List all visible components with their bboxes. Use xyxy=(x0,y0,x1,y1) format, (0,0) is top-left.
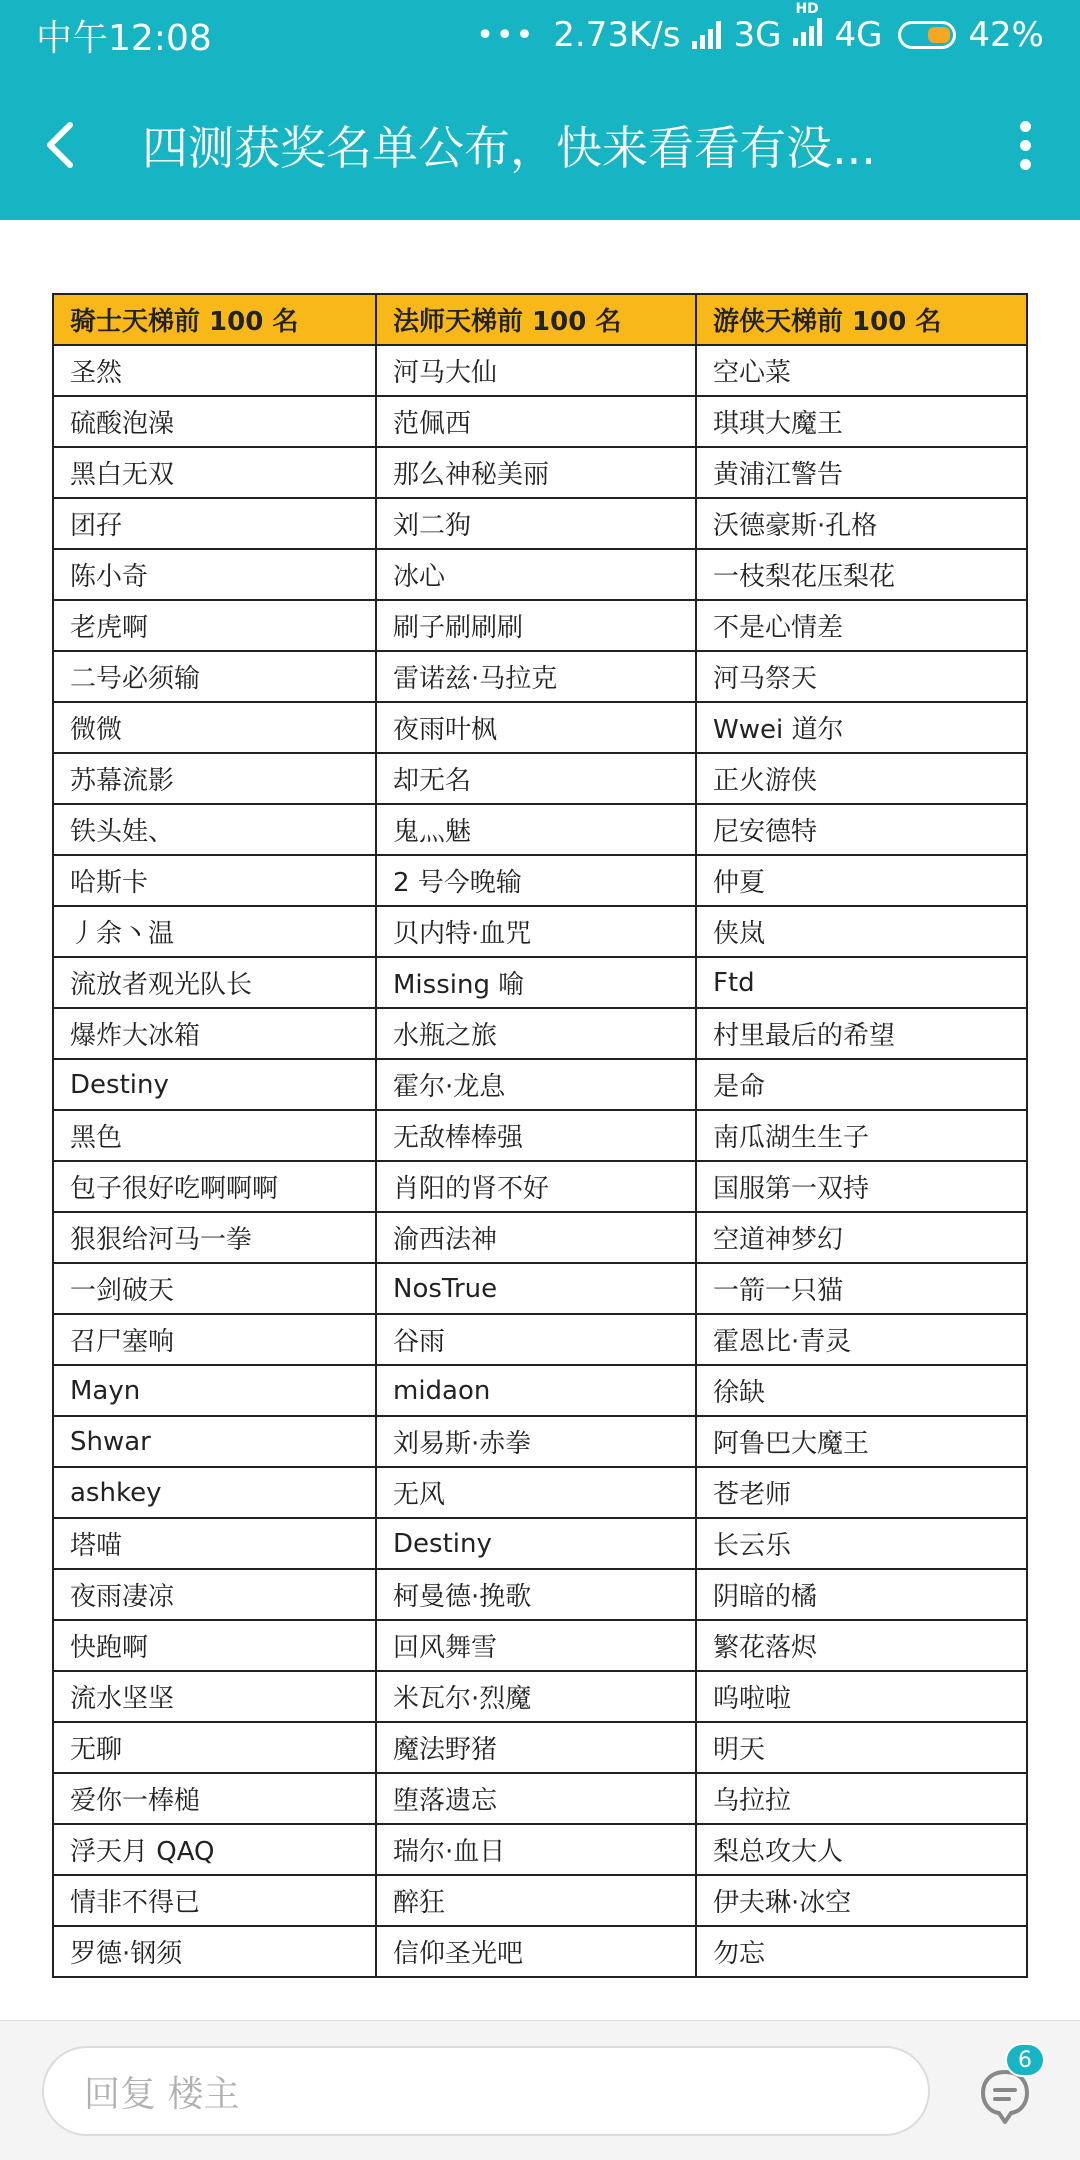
network-type-4g: 4G xyxy=(834,15,883,55)
table-row xyxy=(53,1110,1027,1161)
table-cell: 夜雨叶枫 xyxy=(376,702,696,753)
comment-count-badge: 6 xyxy=(1005,2043,1045,2077)
table-row xyxy=(53,906,1027,957)
table-row xyxy=(53,1773,1027,1824)
table-cell: 陈小奇 xyxy=(53,549,376,600)
table-row xyxy=(53,804,1027,855)
table-cell: 那么神秘美丽 xyxy=(376,447,696,498)
table-row xyxy=(53,498,1027,549)
back-button[interactable] xyxy=(0,70,120,220)
table-row xyxy=(53,1212,1027,1263)
table-cell: 魔法野猪 xyxy=(376,1722,696,1773)
table-cell: 微微 xyxy=(53,702,376,753)
table-cell: 无敌棒棒强 xyxy=(376,1110,696,1161)
table-cell: 2 号今晚输 xyxy=(376,855,696,906)
hd-signal-icon xyxy=(793,1,822,55)
table-row xyxy=(53,753,1027,804)
table-cell: 不是心情差 xyxy=(696,600,1027,651)
more-options-button[interactable] xyxy=(970,70,1080,220)
table-cell: 情非不得已 xyxy=(53,1875,376,1926)
table-row xyxy=(53,1008,1027,1059)
table-row xyxy=(53,855,1027,906)
table-cell: 醉狂 xyxy=(376,1875,696,1926)
reply-bar xyxy=(0,2020,1080,2160)
table-cell: 一剑破天 xyxy=(53,1263,376,1314)
table-cell: 圣然 xyxy=(53,345,376,396)
table-row xyxy=(53,396,1027,447)
table-cell: 一箭一只猫 xyxy=(696,1263,1027,1314)
more-vertical-icon xyxy=(1020,121,1031,132)
table-row xyxy=(53,345,1027,396)
table-row xyxy=(53,1722,1027,1773)
table-cell: 正火游侠 xyxy=(696,753,1027,804)
table-row xyxy=(53,1671,1027,1722)
table-cell: 河马大仙 xyxy=(376,345,696,396)
table-cell: 国服第一双持 xyxy=(696,1161,1027,1212)
table-cell: 丿余丶温 xyxy=(53,906,376,957)
table-cell: 仲夏 xyxy=(696,855,1027,906)
table-cell: 召尸塞响 xyxy=(53,1314,376,1365)
table-cell: 繁花落烬 xyxy=(696,1620,1027,1671)
table-cell: 狠狠给河马一拳 xyxy=(53,1212,376,1263)
table-cell: 伊夫琳·冰空 xyxy=(696,1875,1027,1926)
table-cell: 冰心 xyxy=(376,549,696,600)
table-row xyxy=(53,1824,1027,1875)
table-cell: 谷雨 xyxy=(376,1314,696,1365)
post-content[interactable] xyxy=(0,220,1080,2020)
table-row xyxy=(53,1059,1027,1110)
table-cell: 呜啦啦 xyxy=(696,1671,1027,1722)
table-cell: midaon xyxy=(376,1365,696,1416)
table-row xyxy=(53,600,1027,651)
table-row xyxy=(53,1416,1027,1467)
table-cell: 团孖 xyxy=(53,498,376,549)
table-row xyxy=(53,1569,1027,1620)
table-cell: 黑白无双 xyxy=(53,447,376,498)
table-cell: ashkey xyxy=(53,1467,376,1518)
more-vertical-icon xyxy=(1020,159,1031,170)
table-cell: Destiny xyxy=(376,1518,696,1569)
table-cell: 贝内特·血咒 xyxy=(376,906,696,957)
table-row xyxy=(53,1620,1027,1671)
table-row xyxy=(53,1926,1027,1977)
table-row xyxy=(53,1467,1027,1518)
table-cell: 苏幕流影 xyxy=(53,753,376,804)
table-cell: Mayn xyxy=(53,1365,376,1416)
table-cell: 沃德豪斯·孔格 xyxy=(696,498,1027,549)
table-cell: 长云乐 xyxy=(696,1518,1027,1569)
table-row xyxy=(53,1875,1027,1926)
table-cell: 徐缺 xyxy=(696,1365,1027,1416)
table-cell: 黑色 xyxy=(53,1110,376,1161)
table-cell: 刘二狗 xyxy=(376,498,696,549)
table-row xyxy=(53,1314,1027,1365)
table-cell: 乌拉拉 xyxy=(696,1773,1027,1824)
table-cell: 侠岚 xyxy=(696,906,1027,957)
table-body xyxy=(53,345,1027,1977)
table-row xyxy=(53,447,1027,498)
table-cell: 无聊 xyxy=(53,1722,376,1773)
table-cell: 明天 xyxy=(696,1722,1027,1773)
table-cell: Wwei 道尔 xyxy=(696,702,1027,753)
table-cell: 夜雨凄凉 xyxy=(53,1569,376,1620)
table-cell: 快跑啊 xyxy=(53,1620,376,1671)
table-cell: 黄浦江警告 xyxy=(696,447,1027,498)
net-speed: 2.73K/s xyxy=(553,15,681,55)
header-knight: 骑士天梯前 100 名 xyxy=(53,294,376,345)
more-vertical-icon xyxy=(1020,140,1031,151)
table-cell: 无风 xyxy=(376,1467,696,1518)
table-cell: 流水坚坚 xyxy=(53,1671,376,1722)
table-cell: Missing 喻 xyxy=(376,957,696,1008)
table-cell: 流放者观光队长 xyxy=(53,957,376,1008)
table-cell: 是命 xyxy=(696,1059,1027,1110)
table-row xyxy=(53,1161,1027,1212)
table-row xyxy=(53,1365,1027,1416)
table-cell: 爱你一棒槌 xyxy=(53,1773,376,1824)
table-cell: 琪琪大魔王 xyxy=(696,396,1027,447)
table-cell: 刷子刷刷刷 xyxy=(376,600,696,651)
table-cell: 梨总攻大人 xyxy=(696,1824,1027,1875)
table-cell: 水瓶之旅 xyxy=(376,1008,696,1059)
table-cell: 肖阳的肾不好 xyxy=(376,1161,696,1212)
table-cell: 一枝梨花压梨花 xyxy=(696,549,1027,600)
page-title: 四测获奖名单公布，快来看看有没... xyxy=(142,121,876,175)
table-cell: Ftd xyxy=(696,957,1027,1008)
table-cell: 阴暗的橘 xyxy=(696,1569,1027,1620)
header-mage: 法师天梯前 100 名 xyxy=(376,294,696,345)
table-cell: 空道神梦幻 xyxy=(696,1212,1027,1263)
table-cell: Shwar xyxy=(53,1416,376,1467)
table-row xyxy=(53,1518,1027,1569)
table-cell: 却无名 xyxy=(376,753,696,804)
table-cell: Destiny xyxy=(53,1059,376,1110)
table-cell: 渝西法神 xyxy=(376,1212,696,1263)
table-cell: 霍恩比·青灵 xyxy=(696,1314,1027,1365)
table-cell: 阿鲁巴大魔王 xyxy=(696,1416,1027,1467)
table-cell: 刘易斯·赤拳 xyxy=(376,1416,696,1467)
battery-percent: 42% xyxy=(968,15,1044,55)
hd-label: HD xyxy=(795,1,819,17)
table-cell: 信仰圣光吧 xyxy=(376,1926,696,1977)
reply-input[interactable]: 回复 楼主 xyxy=(42,2046,930,2136)
table-cell: 霍尔·龙息 xyxy=(376,1059,696,1110)
table-cell: 鬼灬魅 xyxy=(376,804,696,855)
table-cell: 回风舞雪 xyxy=(376,1620,696,1671)
table-cell: 南瓜湖生生子 xyxy=(696,1110,1027,1161)
network-type-3g: 3G xyxy=(733,15,782,55)
table-cell: 雷诺兹·马拉克 xyxy=(376,651,696,702)
back-arrow-icon xyxy=(40,119,80,171)
table-header-row xyxy=(53,294,1027,345)
table-cell: 米瓦尔·烈魔 xyxy=(376,1671,696,1722)
status-indicators xyxy=(476,1,1044,55)
table-cell: 硫酸泡澡 xyxy=(53,396,376,447)
table-row xyxy=(53,1263,1027,1314)
table-cell: 瑞尔·血日 xyxy=(376,1824,696,1875)
table-cell: 河马祭天 xyxy=(696,651,1027,702)
table-cell: 柯曼德·挽歌 xyxy=(376,1569,696,1620)
table-cell: 尼安德特 xyxy=(696,804,1027,855)
status-time: 中午12:08 xyxy=(36,17,212,59)
battery-icon xyxy=(898,21,956,49)
table-cell: 老虎啊 xyxy=(53,600,376,651)
table-cell: NosTrue xyxy=(376,1263,696,1314)
table-cell: 苍老师 xyxy=(696,1467,1027,1518)
more-notifications-icon: ••• xyxy=(476,17,536,53)
table-cell: 爆炸大冰箱 xyxy=(53,1008,376,1059)
table-cell: 浮天月 QAQ xyxy=(53,1824,376,1875)
status-bar xyxy=(0,0,1080,70)
table-row xyxy=(53,702,1027,753)
table-cell: 塔喵 xyxy=(53,1518,376,1569)
table-cell: 铁头娃、 xyxy=(53,804,376,855)
table-row xyxy=(53,957,1027,1008)
table-cell: 罗德·钢须 xyxy=(53,1926,376,1977)
table-cell: 堕落遗忘 xyxy=(376,1773,696,1824)
table-row xyxy=(53,651,1027,702)
app-bar xyxy=(0,70,1080,220)
table-cell: 哈斯卡 xyxy=(53,855,376,906)
table-row xyxy=(53,549,1027,600)
table-cell: 村里最后的希望 xyxy=(696,1008,1027,1059)
table-cell: 包子很好吃啊啊啊 xyxy=(53,1161,376,1212)
table-cell: 勿忘 xyxy=(696,1926,1027,1977)
ranking-table xyxy=(52,293,1028,1978)
table-cell: 二号必须输 xyxy=(53,651,376,702)
header-ranger: 游侠天梯前 100 名 xyxy=(696,294,1027,345)
table-cell: 范佩西 xyxy=(376,396,696,447)
table-cell: 空心菜 xyxy=(696,345,1027,396)
signal-icon xyxy=(692,21,721,49)
